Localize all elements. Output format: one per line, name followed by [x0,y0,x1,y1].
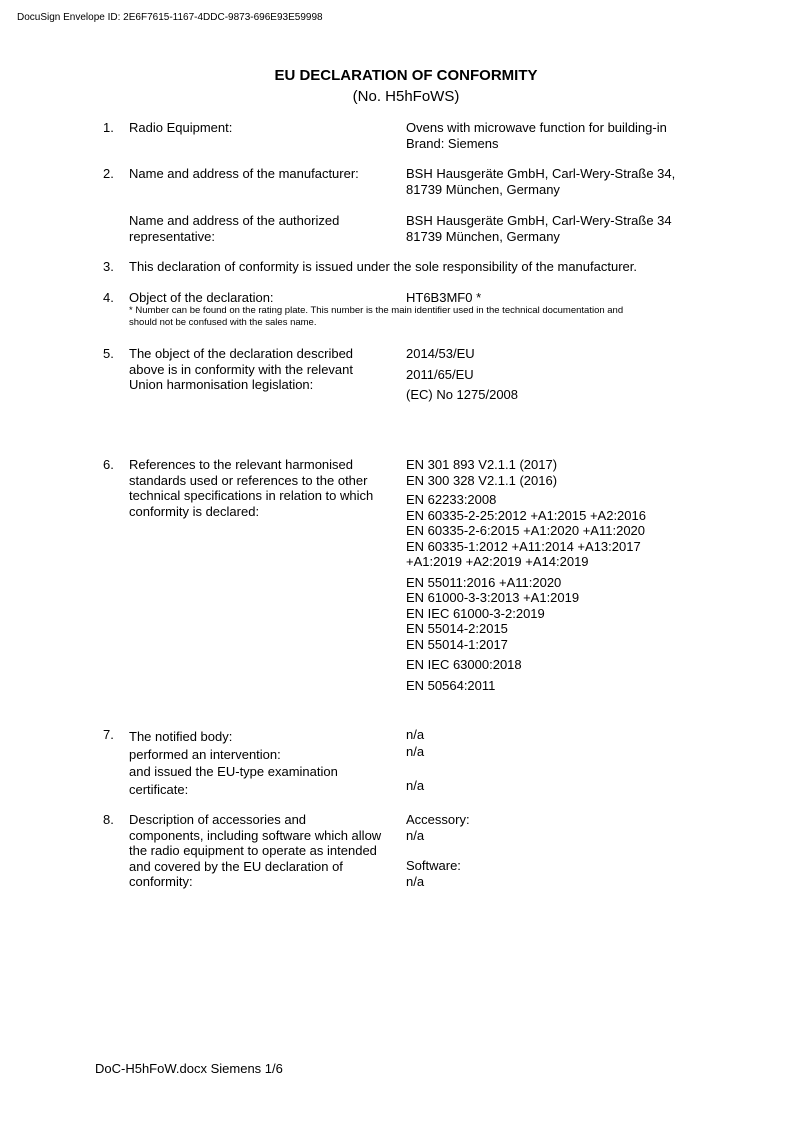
item-3-number: 3. [103,259,114,274]
address-line: BSH Hausgeräte GmbH, Carl-Wery-Straße 34, [406,166,676,181]
accessories-software [406,812,726,889]
document-title: EU DECLARATION OF CONFORMITY [274,67,538,84]
manufacturer-address [406,166,726,197]
item-2-label: Name and address of the manufacturer: [129,166,359,181]
label-line: certificate: [129,781,189,797]
certificate-value: n/a [406,778,425,793]
standards-list [406,457,726,693]
item-2-number: 2. [103,166,114,181]
label-line: Name and address of the authorized [129,213,340,228]
docusign-envelope-id: DocuSign Envelope ID: 2E6F7615-1167-4DDC-9873-696E93E59998 [17,12,323,23]
label-line: The notified body: [129,729,233,744]
label-line: the radio equipment to operate as intended [129,843,377,858]
standard-item: EN 61000-3-3:2013 +A1:2019 [406,590,580,605]
address-line: BSH Hausgeräte GmbH, Carl-Wery-Straße 34 [406,213,672,228]
item-6-number: 6. [103,457,114,472]
item-1-value [406,120,726,151]
item-5-label [129,346,394,393]
standard-item: EN 62233:2008 [406,492,497,507]
software-label: Software: [406,858,461,873]
page-footer: DoC-H5hFoW.docx Siemens 1/6 [95,1061,283,1076]
note-line: * Number can be found on the rating plate. This number is the main identifier used in the technical documentation and [129,305,624,316]
item-8-number: 8. [103,812,114,827]
label-line: Description of accessories and [129,812,307,827]
item-6-label [129,457,394,519]
item-3-text: This declaration of conformity is issued under the sole responsibility of the manufacturer. [129,259,637,274]
label-line: standards used or references to the other [129,472,368,488]
item-4-label: Object of the declaration: [129,290,274,305]
standard-item: EN IEC 61000-3-2:2019 [406,605,545,621]
legislation-item: (EC) No 1275/2008 [406,387,519,402]
model-number-note [129,305,729,329]
intervention-value: n/a [406,744,425,759]
accessory-label: Accessory: [406,812,470,827]
legislation-item: 2014/53/EU [406,346,475,361]
label-line: conformity: [129,874,193,889]
label-line: technical specifications in relation to which [129,488,374,503]
legislation-list [406,346,726,403]
standard-item: EN IEC 63000:2018 [406,657,522,672]
brand: Brand: Siemens [406,135,499,151]
notified-body-value: n/a [406,727,425,742]
address-line: 81739 München, Germany [406,181,560,197]
software-value: n/a [406,873,425,889]
label-line: conformity is declared: [129,503,260,519]
label-line: and covered by the EU declaration of [129,858,343,874]
item-4-number: 4. [103,290,114,305]
document-number: (No. H5hFoWS) [352,88,460,105]
standard-item: EN 50564:2011 [406,677,496,693]
label-line: and issued the EU-type examination [129,764,338,779]
note-line: should not be confused with the sales name. [129,317,317,328]
standard-item: EN 301 893 V2.1.1 (2017) [406,457,558,472]
label-line: The object of the declaration described [129,346,354,361]
accessory-value: n/a [406,827,425,843]
standard-item: EN 60335-2-25:2012 +A1:2015 +A2:2016 [406,507,646,523]
label-line: components, including software which allow [129,827,382,843]
standard-item: +A1:2019 +A2:2019 +A14:2019 [406,554,589,569]
standard-item: EN 60335-1:2012 +A11:2014 +A13:2017 [406,538,641,554]
label-line: References to the relevant harmonised [129,457,354,472]
item-7-number: 7. [103,727,114,742]
equipment-type: Ovens with microwave function for building-in [406,120,667,135]
authorized-rep-address [406,213,726,244]
label-line: above is in conformity with the relevant [129,361,353,377]
standard-item: EN 300 328 V2.1.1 (2016) [406,472,558,488]
label-line: Union harmonisation legislation: [129,377,314,392]
item-1-label: Radio Equipment: [129,120,233,135]
legislation-item: 2011/65/EU [406,366,474,382]
standard-item: EN 55011:2016 +A11:2020 [406,574,562,590]
label-line: performed an intervention: [129,746,281,762]
model-number: HT6B3MF0 * [406,290,482,305]
standard-item: EN 55014-1:2017 [406,636,508,652]
authorized-rep-label [129,213,394,244]
item-7-label [129,729,394,797]
standard-item: EN 55014-2:2015 [406,621,508,636]
standard-item: EN 60335-2-6:2015 +A1:2020 +A11:2020 [406,523,646,538]
address-line: 81739 München, Germany [406,228,560,244]
item-5-number: 5. [103,346,114,361]
label-line: representative: [129,228,215,244]
item-8-label [129,812,394,890]
item-1-number: 1. [103,120,114,135]
